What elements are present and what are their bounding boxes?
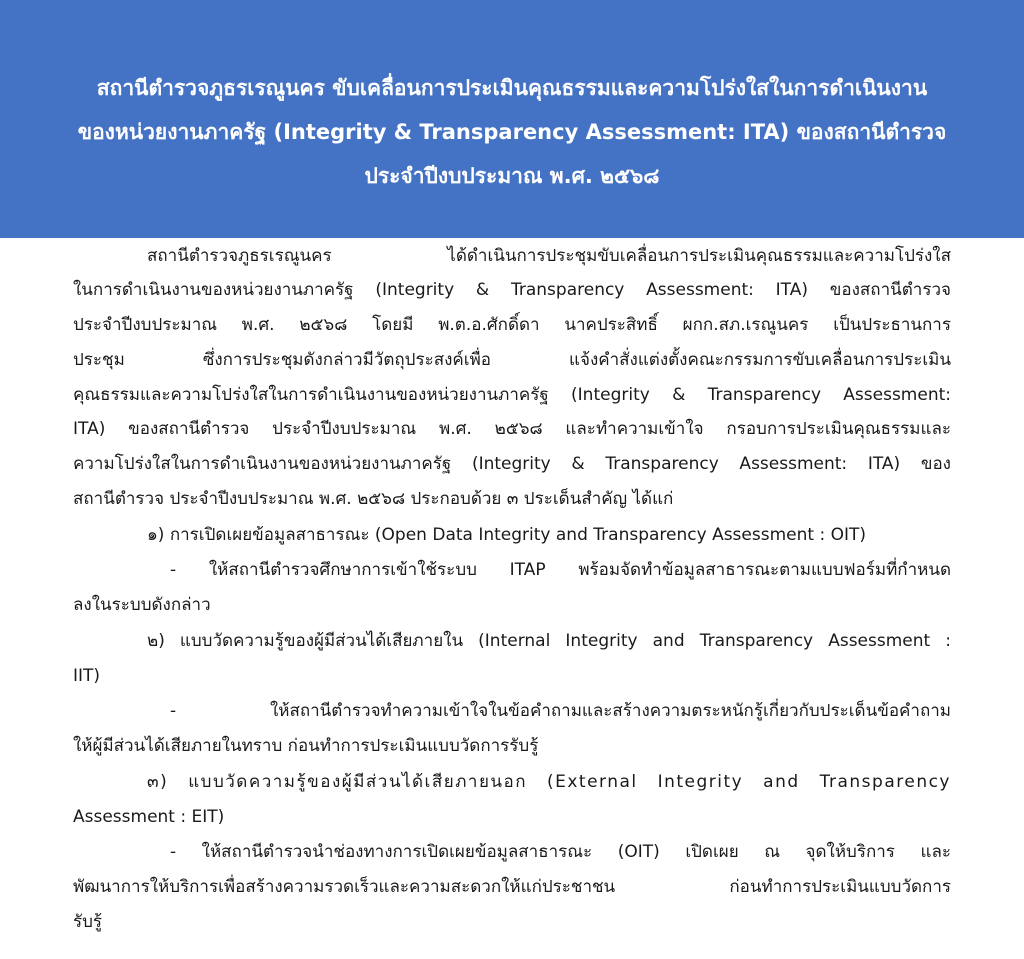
list-item-detail: - ให้สถานีตำรวจศึกษาการเข้าใช้ระบบ ITAP พร้อมจัดทำข้อมูลสาธารณะตามแบบฟอร์มที่กำหนด [170,560,951,580]
title-line-3: ประจำปีงบประมาณ พ.ศ. ๒๕๖๘ [364,164,660,188]
body-line: ประจำปีงบประมาณ พ.ศ. ๒๕๖๘ โดยมี พ.ต.อ.ศักดิ์ดา นาคประสิทธิ์ ผกก.สภ.เรณูนคร เป็นประธานการ [73,315,951,335]
title-line-1: สถานีตำรวจภูธรเรณูนคร ขับเคลื่อนการประเมินคุณธรรมและความโปร่งใสในการดำเนินงาน [96,76,928,100]
list-item-detail: พัฒนาการให้บริการเพื่อสร้างความรวดเร็วและความสะดวกให้แก่ประชาชน ก่อนทำการประเมินแบบวัดการ [73,877,951,897]
body-line: สถานีตำรวจ ประจำปีงบประมาณ พ.ศ. ๒๕๖๘ ประกอบด้วย ๓ ประเด็นสำคัญ ได้แก่ [73,489,674,509]
body-line: ITA) ของสถานีตำรวจ ประจำปีงบประมาณ พ.ศ. ๒๕๖๘ และทำความเข้าใจ กรอบการประเมินคุณธรรมและ [73,419,951,439]
list-item-detail: ให้ผู้มีส่วนได้เสียภายในทราบ ก่อนทำการประเมินแบบวัดการรับรู้ [73,736,539,756]
list-item-heading: ๒) แบบวัดความรู้ของผู้มีส่วนได้เสียภายใน (Internal Integrity and Transparency Assessment : [147,631,951,651]
list-item-heading: ๓) แบบวัดความรู้ของผู้มีส่วนได้เสียภายนอก (External Integrity and Transparency [147,772,951,792]
title-line-2: ของหน่วยงานภาครัฐ (Integrity & Transparency Assessment: ITA) ของสถานีตำรวจ [77,120,947,144]
header-banner [0,0,1024,238]
body-line: คุณธรรมและความโปร่งใสในการดำเนินงานของหน่วยงานภาครัฐ (Integrity & Transparency Assessment: [73,385,951,405]
body-line: ในการดำเนินงานของหน่วยงานภาครัฐ (Integrity & Transparency Assessment: ITA) ของสถานีตำรวจ [73,280,951,300]
list-item-heading: Assessment : EIT) [73,807,225,827]
body-line: ประชุม ซึ่งการประชุมดังกล่าวมีวัตถุประสงค์เพื่อ แจ้งคำสั่งแต่งตั้งคณะกรรมการขับเคลื่อนการประเมิน [73,350,951,370]
page-title [0,66,1024,198]
list-item-detail: - ให้สถานีตำรวจทำความเข้าใจในข้อคำถามและสร้างความตระหนักรู้เกี่ยวกับประเด็นข้อคำถาม [170,701,951,721]
list-item-detail: - ให้สถานีตำรวจนำช่องทางการเปิดเผยข้อมูลสาธารณะ (OIT) เปิดเผย ณ จุดให้บริการ และ [170,842,951,862]
list-item-detail: รับรู้ [73,912,103,932]
list-item-heading: ๑) การเปิดเผยข้อมูลสาธารณะ (Open Data Integrity and Transparency Assessment : OIT) [147,525,866,545]
list-item-heading: IIT) [73,666,101,686]
body-line: สถานีตำรวจภูธรเรณูนคร ได้ดำเนินการประชุมขับเคลื่อนการประเมินคุณธรรมและความโปร่งใส [147,246,951,266]
body-line: ความโปร่งใสในการดำเนินงานของหน่วยงานภาครัฐ (Integrity & Transparency Assessment: ITA) ของ [73,454,951,474]
list-item-detail: ลงในระบบดังกล่าว [73,595,211,615]
